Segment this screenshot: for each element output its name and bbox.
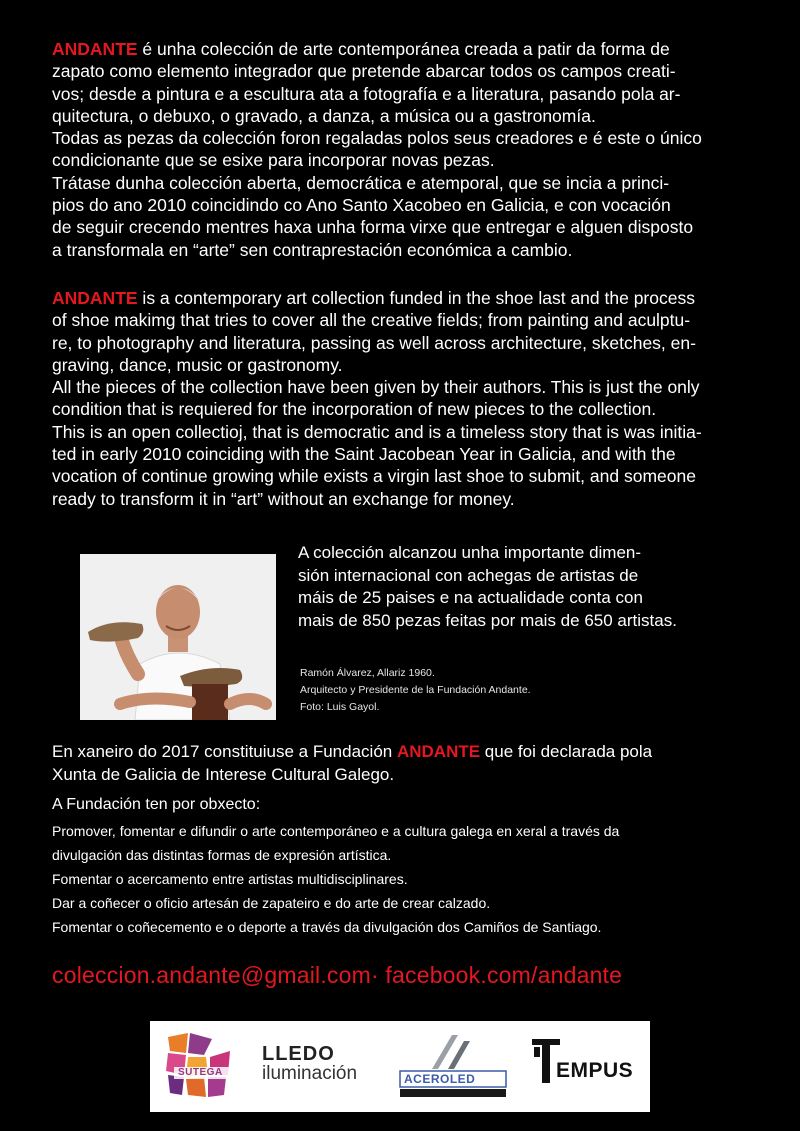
galician-line: Trátase dunha colección aberta, democrática e atemporal, que se incia a princi- (52, 172, 670, 193)
sutega-mosaic-icon (164, 1031, 234, 1101)
portrait-illustration (80, 554, 276, 720)
english-line: ready to transform it in “art” without an exchange for money. (52, 488, 515, 509)
caption-line: Foto: Luis Gayol. (300, 701, 380, 713)
galician-line: zapato como elemento integrador que pretende abarcar todos os campos creati- (52, 61, 676, 82)
lledo-logo (262, 1043, 382, 1089)
foundation-item: Fomentar o acercamento entre artistas multidisciplinares. (52, 871, 408, 887)
sponsor-strip (150, 1021, 650, 1112)
aceroled-text: ACEROLED (404, 1072, 476, 1086)
contact-separator: · (370, 962, 379, 988)
aceroled-mark-icon (394, 1031, 512, 1103)
galician-line: vos; desde a pintura e a escultura ata a fotografía e a literatura, pasando pola ar- (52, 83, 681, 104)
contact-line (52, 962, 622, 989)
photo-caption (300, 665, 531, 716)
english-line: re, to photography and literatura, passing as well across architecture, sketches, en- (52, 332, 696, 353)
english-line: This is an open collectioj, that is democratic and is a timeless story that is was initia- (52, 421, 702, 442)
foundation-line: Xunta de Galicia de Interese Cultural Galego. (52, 765, 395, 784)
galician-line: de seguir crecendo mentres haxa unha forma virxe que entregar e alguen disposto (52, 217, 694, 238)
galician-line: a transformala en “arte” sen contraprestación económica a cambio. (52, 239, 573, 260)
english-line: ted in early 2010 coinciding with the Saint Jacobean Year in Galicia, and with the (52, 444, 676, 465)
foundation-section (52, 740, 752, 939)
sutega-text: SUTEGA (178, 1067, 223, 1078)
international-line: máis de 25 paises e na actualidade conta con (298, 588, 643, 607)
brand-name: ANDANTE (52, 288, 138, 308)
lledo-subtext: iluminación (262, 1063, 358, 1084)
caption-line: Ramón Álvarez, Allariz 1960. (300, 667, 435, 679)
galician-line: condicionante que se esixe para incorporar novas pezas. (52, 150, 495, 171)
galician-line: quitectura, o debuxo, o gravado, a danza, a música ou a gastronomía. (52, 105, 596, 126)
foundation-item: Dar a coñecer o oficio artesán de zapateiro e do arte de crear calzado. (52, 895, 491, 911)
brand-name: ANDANTE (396, 742, 481, 761)
galician-line: Todas as pezas da colección foron regaladas polos seus creadores e é este o único (52, 128, 702, 149)
brand-name: ANDANTE (52, 39, 138, 59)
email-link[interactable]: coleccion.andante@gmail.com (52, 962, 371, 988)
foundation-item: Fomentar o coñecemento e o deporte a través da divulgación dos Camiños de Santiago. (52, 919, 602, 935)
tempus-text: EMPUS (556, 1059, 634, 1082)
foundation-lead: A Fundación ten por obxecto: (52, 796, 261, 813)
foundation-line: En xaneiro do 2017 constituiuse a Fundación ANDANTE que foi declarada pola (52, 742, 653, 761)
foundation-item: divulgación das distintas formas de expresión artística. (52, 847, 392, 863)
aceroled-logo (394, 1031, 512, 1103)
galician-section (52, 38, 752, 261)
tempus-logo (532, 1039, 642, 1091)
facebook-link[interactable]: facebook.com/andante (378, 962, 623, 988)
caption-line: Arquitecto y Presidente de la Fundación Andante. (300, 684, 531, 696)
international-line: sión internacional con achegas de artistas de (298, 565, 639, 585)
sutega-logo (164, 1031, 234, 1101)
english-line: ANDANTE is a contemporary art collection funded in the shoe last and the process (52, 288, 695, 308)
foundation-item: Promover, fomentar e difundir o arte contemporáneo e a cultura galega en xeral a través da (52, 823, 620, 839)
portrait-photo (80, 554, 276, 720)
english-line: of shoe makimg that tries to cover all the creative fields; from painting and aculptu- (52, 310, 691, 331)
lledo-text: LLEDO (262, 1043, 335, 1065)
galician-line: ANDANTE é unha colección de arte contemporánea creada a patir da forma de (52, 39, 670, 59)
english-section (52, 287, 752, 510)
international-section (298, 542, 738, 632)
galician-line: pios do ano 2010 coincidindo co Ano Santo Xacobeo en Galicia, e con vocación (52, 195, 671, 216)
english-line: condition that is requiered for the incorporation of new pieces to the collection. (52, 399, 657, 420)
international-line: A colección alcanzou unha importante dimen- (298, 543, 642, 562)
english-line: All the pieces of the collection have been given by their authors. This is just the only (52, 377, 700, 398)
international-line: mais de 850 pezas feitas por mais de 650 artistas. (298, 610, 677, 630)
english-line: vocation of continue growing while exists a virgin last shoe to submit, and someone (52, 466, 696, 487)
english-line: graving, dance, music or gastronomy. (52, 354, 343, 375)
